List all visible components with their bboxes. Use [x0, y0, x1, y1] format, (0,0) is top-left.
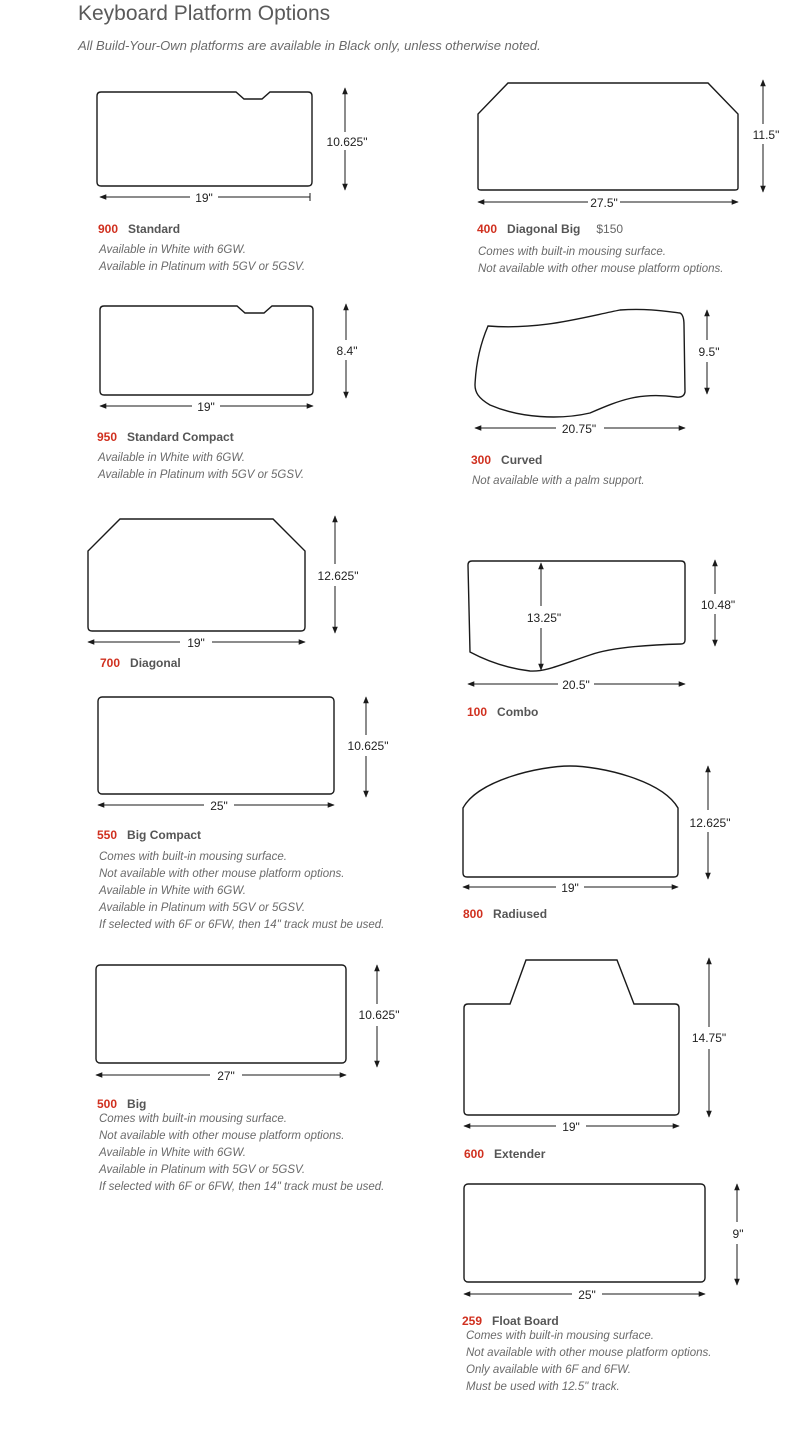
platform-900-note: Available in Platinum with 5GV or 5GSV. [99, 261, 306, 273]
platform-550-note: Comes with built-in mousing surface. [99, 851, 287, 863]
platform-259-caption [462, 1314, 559, 1328]
platform-550-caption [97, 828, 201, 842]
platform-550-code: 550 [97, 828, 118, 842]
platform-500-name: Big [127, 1097, 147, 1111]
platform-400-note: Not available with other mouse platform options. [478, 263, 724, 275]
platform-950-note: Available in Platinum with 5GV or 5GSV. [98, 469, 305, 481]
platform-500-note: If selected with 6F or 6FW, then 14" track must be used. [99, 1181, 385, 1193]
platform-500-caption [97, 1097, 146, 1111]
platform-700-width: 19" [187, 636, 205, 650]
platform-500-notes [99, 1111, 384, 1196]
platform-259-width: 25" [578, 1288, 596, 1302]
platform-950-diagram [100, 304, 357, 414]
platform-500-height: 10.625" [358, 1008, 400, 1022]
platform-950-code: 950 [97, 430, 118, 444]
platform-259-note: Only available with 6F and 6FW. [466, 1364, 631, 1376]
platform-500-outline [96, 965, 346, 1063]
platform-800-code: 800 [463, 907, 484, 921]
platform-550-name: Big Compact [127, 828, 202, 842]
platform-550-note: If selected with 6F or 6FW, then 14" track must be used. [99, 919, 385, 931]
platform-300-code: 300 [471, 453, 492, 467]
platform-400-price: $150 [596, 222, 624, 236]
platform-300-diagram [475, 309, 719, 436]
platform-300-notes [472, 473, 645, 490]
platform-600-diagram [464, 958, 726, 1134]
platform-400-note: Comes with built-in mousing surface. [478, 246, 666, 258]
platform-700-diagram [88, 516, 358, 650]
platform-550-note: Not available with other mouse platform options. [99, 868, 345, 880]
platform-950-notes [98, 450, 304, 484]
platform-600-width: 19" [562, 1120, 580, 1134]
platform-500-width: 27" [217, 1069, 235, 1083]
platform-950-width: 19" [197, 400, 215, 414]
page-title: Keyboard Platform Options [78, 2, 331, 25]
platform-950-name: Standard Compact [127, 430, 234, 444]
platform-900-name: Standard [128, 222, 181, 236]
platform-259-height: 9" [732, 1227, 744, 1241]
platform-400-name: Diagonal Big [507, 222, 581, 236]
platform-900-note: Available in White with 6GW. [99, 244, 247, 256]
platform-550-outline [98, 697, 334, 794]
platform-100-height: 10.48" [700, 598, 736, 612]
platform-550-diagram [98, 697, 388, 813]
platform-550-note: Available in White with 6GW. [99, 885, 247, 897]
platform-400-notes [478, 244, 723, 278]
platform-900-width: 19" [195, 191, 213, 205]
platform-300-name: Curved [501, 453, 543, 467]
platform-700-caption [100, 656, 181, 670]
platform-259-outline [464, 1184, 705, 1282]
platform-300-note: Not available with a palm support. [472, 475, 645, 487]
platform-400-height: 11.5" [752, 128, 780, 142]
platform-400-width: 27.5" [590, 196, 618, 210]
platform-800-diagram [463, 766, 730, 895]
platform-500-note: Not available with other mouse platform options. [99, 1130, 345, 1142]
platform-400-diagram [478, 80, 779, 210]
platform-900-height: 10.625" [326, 135, 368, 149]
platform-259-name: Float Board [492, 1314, 559, 1328]
platform-100-width: 20.5" [562, 678, 590, 692]
platform-400-caption [477, 222, 623, 236]
platform-300-height: 9.5" [698, 345, 720, 359]
platform-300-outline [475, 309, 685, 417]
page-subtitle: All Build-Your-Own platforms are available in Black only, unless otherwise noted. [78, 38, 541, 53]
platform-400-outline [478, 83, 738, 190]
platform-600-caption [464, 1147, 545, 1161]
platform-950-note: Available in White with 6GW. [98, 452, 246, 464]
platform-600-outline [464, 960, 679, 1115]
platform-500-code: 500 [97, 1097, 118, 1111]
platform-550-notes [99, 849, 384, 934]
platform-600-code: 600 [464, 1147, 485, 1161]
platform-500-note: Available in White with 6GW. [99, 1147, 247, 1159]
platform-600-name: Extender [494, 1147, 546, 1161]
platform-900-diagram [97, 88, 367, 205]
platform-800-caption [463, 907, 547, 921]
platform-300-width: 20.75" [561, 422, 597, 436]
platform-500-note: Comes with built-in mousing surface. [99, 1113, 287, 1125]
platform-700-code: 700 [100, 656, 121, 670]
platform-550-width: 25" [210, 799, 228, 813]
platform-800-name: Radiused [493, 907, 548, 921]
platform-259-note: Not available with other mouse platform options. [466, 1347, 712, 1359]
platform-900-caption [98, 222, 180, 236]
platform-259-diagram [464, 1184, 743, 1302]
platform-100-diagram [468, 560, 735, 692]
platform-500-note: Available in Platinum with 5GV or 5GSV. [99, 1164, 306, 1176]
platform-100-code: 100 [467, 705, 488, 719]
platform-300-caption [471, 453, 542, 467]
platform-700-outline [88, 519, 305, 631]
platform-100-inner-height: 13.25" [526, 611, 562, 625]
platform-900-notes [99, 242, 305, 276]
platform-900-code: 900 [98, 222, 119, 236]
platform-800-outline [463, 766, 678, 877]
platform-259-note: Must be used with 12.5" track. [466, 1381, 620, 1393]
platform-259-note: Comes with built-in mousing surface. [466, 1330, 654, 1342]
platform-400-code: 400 [477, 222, 498, 236]
platform-950-outline [100, 306, 313, 395]
platform-259-code: 259 [462, 1314, 483, 1328]
platform-550-height: 10.625" [347, 739, 389, 753]
platform-800-height: 12.625" [689, 816, 731, 830]
platform-700-height: 12.625" [317, 569, 359, 583]
platform-550-note: Available in Platinum with 5GV or 5GSV. [99, 902, 306, 914]
platform-700-name: Diagonal [130, 656, 181, 670]
platform-800-width: 19" [561, 881, 579, 895]
platform-600-height: 14.75" [691, 1031, 727, 1045]
platform-259-notes [466, 1328, 711, 1396]
platform-100-outline [468, 561, 685, 671]
platform-900-outline [97, 92, 312, 186]
platform-500-diagram [96, 965, 399, 1083]
platform-100-name: Combo [497, 705, 539, 719]
platform-100-caption [467, 705, 538, 719]
platform-950-height: 8.4" [336, 344, 358, 358]
platform-950-caption [97, 430, 234, 444]
